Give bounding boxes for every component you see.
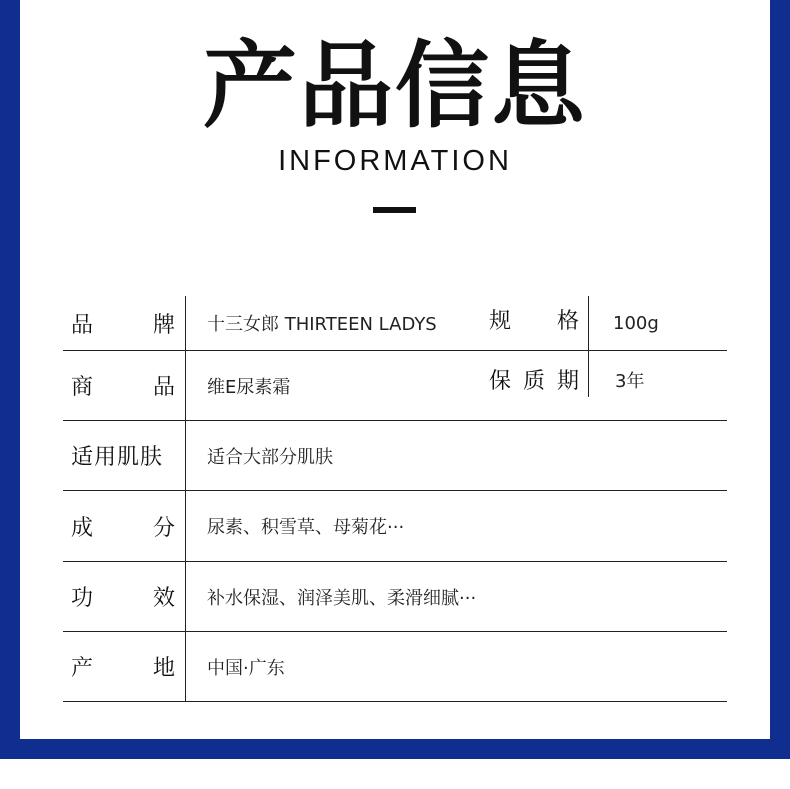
column-divider — [185, 632, 186, 701]
row-label-char: 效 — [152, 586, 175, 611]
row-label-shelf-life — [489, 345, 579, 414]
row-label-effects — [71, 562, 175, 631]
table-row-product — [63, 351, 727, 421]
column-divider — [185, 421, 186, 490]
row-label-char: 功 — [71, 586, 94, 611]
row-value-shelf-life: 3年 — [615, 370, 645, 392]
row-label-spec — [489, 292, 579, 346]
page-subtitle: INFORMATION — [278, 145, 512, 177]
column-divider — [185, 562, 186, 631]
row-label-char: 品 — [71, 312, 94, 338]
row-label-char: 期 — [556, 369, 579, 394]
row-label-char: 分 — [152, 515, 175, 541]
row-label-char: 规 — [489, 308, 512, 334]
row-label-char: 产 — [71, 656, 94, 681]
title-divider — [373, 207, 416, 213]
table-row-skin — [63, 421, 727, 491]
row-value-effects: 补水保湿、润泽美肌、柔滑细腻··· — [207, 587, 477, 609]
row-label-char: 商 — [71, 375, 94, 400]
row-value-product: 维E尿素霜 — [207, 376, 291, 398]
row-label-char: 地 — [152, 656, 175, 681]
row-label-skin: 适用肌肤 — [71, 445, 164, 470]
column-divider — [185, 491, 186, 561]
column-divider — [185, 351, 186, 420]
row-value-ingredients: 尿素、积雪草、母菊花··· — [207, 517, 405, 538]
row-label-char: 牌 — [152, 312, 175, 338]
row-label-char: 成 — [71, 515, 94, 541]
table-row-origin — [63, 632, 727, 702]
column-divider-secondary — [588, 296, 589, 350]
blue-frame-bottom — [0, 739, 790, 759]
column-divider-secondary — [588, 351, 589, 397]
column-divider — [185, 296, 186, 350]
row-value-brand: 十三女郎 THIRTEEN LADYS — [207, 314, 437, 335]
page-title: 产品信息 — [202, 32, 587, 141]
table-row-brand — [63, 296, 727, 351]
row-value-spec: 100g — [613, 312, 659, 334]
table-row-effects — [63, 562, 727, 632]
table-row-ingredients — [63, 491, 727, 562]
row-label-brand — [71, 296, 175, 350]
row-label-char: 品 — [152, 375, 175, 400]
row-label-product — [71, 351, 175, 420]
row-label-char: 格 — [556, 308, 579, 334]
row-value-skin: 适合大部分肌肤 — [207, 446, 333, 468]
row-label-origin — [71, 632, 175, 701]
row-label-ingredients — [71, 491, 175, 561]
row-label-char: 质 — [522, 369, 545, 394]
row-label-char: 保 — [489, 369, 512, 394]
row-value-origin: 中国·广东 — [207, 657, 285, 679]
